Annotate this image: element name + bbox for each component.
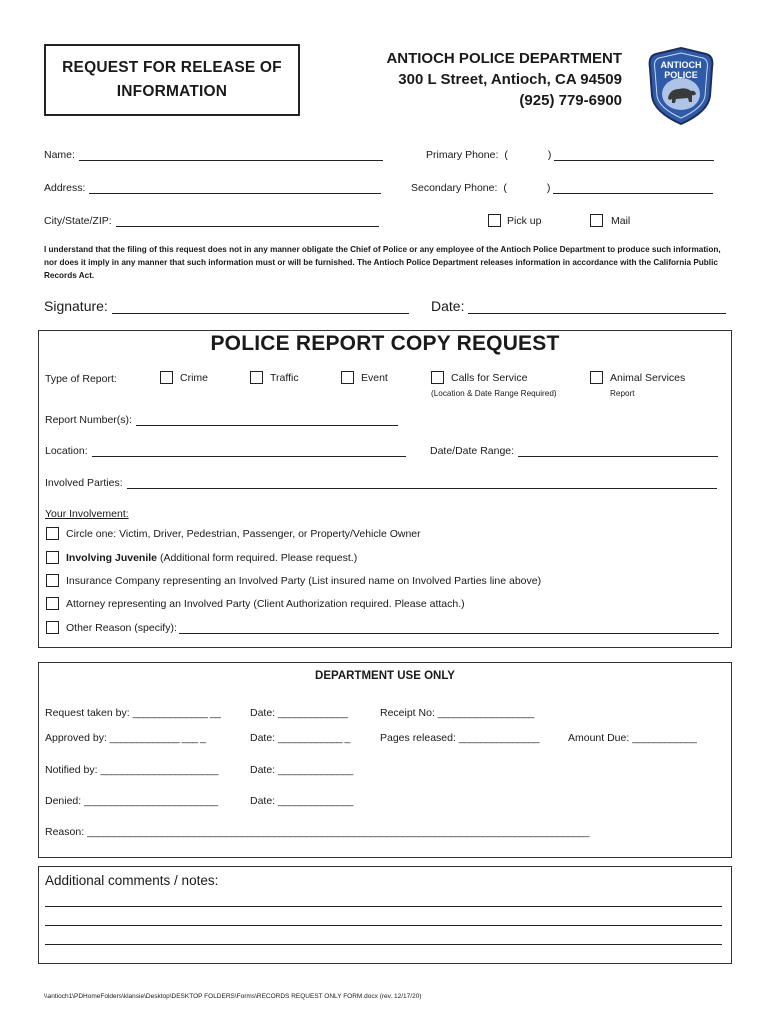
denied-date-row xyxy=(250,795,353,807)
request-date-field[interactable]: _____________ xyxy=(278,707,348,719)
involvement-heading: Your Involvement: xyxy=(45,508,129,520)
notified-date-label: Date: xyxy=(250,764,276,776)
request-taken-row xyxy=(45,707,220,719)
name-label: Name: xyxy=(44,149,75,161)
pickup-checkbox[interactable] xyxy=(488,214,501,227)
pages-row xyxy=(380,732,539,744)
receipt-label: Receipt No: xyxy=(380,707,435,719)
request-date-label: Date: xyxy=(250,707,276,719)
pickup-option[interactable] xyxy=(488,214,541,227)
animal-note: Report xyxy=(610,389,635,398)
denied-row xyxy=(45,795,218,807)
approved-row xyxy=(45,732,205,744)
calls-label: Calls for Service xyxy=(451,371,528,384)
form-title-line2: INFORMATION xyxy=(116,83,228,100)
svg-text:POLICE: POLICE xyxy=(664,70,698,80)
denied-field[interactable]: _________________________ xyxy=(84,795,218,807)
notes-label: Additional comments / notes: xyxy=(45,873,219,888)
attorney-checkbox[interactable] xyxy=(46,597,59,610)
request-taken-label: Request taken by: xyxy=(45,707,130,719)
receipt-field[interactable]: __________________ xyxy=(437,707,534,719)
department-info xyxy=(386,48,622,111)
report-number-label: Report Number(s): xyxy=(45,414,132,426)
approved-field[interactable]: _____________ ___ _ xyxy=(109,732,206,744)
pages-label: Pages released: xyxy=(380,732,456,744)
address-label: Address: xyxy=(44,182,86,194)
form-title-line1: REQUEST FOR RELEASE OF xyxy=(62,59,282,76)
reason-field[interactable]: ______________________________________________________________________________________________ xyxy=(87,826,589,838)
phone-open-paren: ( xyxy=(503,182,507,194)
department-name: ANTIOCH POLICE DEPARTMENT xyxy=(386,50,622,67)
attorney-label: Attorney representing an Involved Party (Client Authorization required. Please attach.) xyxy=(66,597,465,610)
approved-date-row xyxy=(250,732,350,744)
other-reason-field[interactable] xyxy=(179,622,719,634)
calls-note: (Location & Date Range Required) xyxy=(431,389,557,398)
location-row xyxy=(45,445,406,457)
denied-date-label: Date: xyxy=(250,795,276,807)
primary-phone-label: Primary Phone: xyxy=(426,149,499,161)
denied-label: Denied: xyxy=(45,795,82,807)
juvenile-label-rest: (Additional form required. Please request.) xyxy=(157,551,358,564)
notes-line-1[interactable] xyxy=(45,906,722,907)
notified-field[interactable]: ______________________ xyxy=(100,764,218,776)
form-title-box xyxy=(44,44,300,116)
city-state-zip-field[interactable] xyxy=(116,215,379,227)
location-label: Location: xyxy=(45,445,88,457)
crime-checkbox[interactable] xyxy=(160,371,173,384)
involvement-insurance-option[interactable] xyxy=(46,574,541,587)
type-calls-option[interactable] xyxy=(431,371,527,384)
address-field[interactable] xyxy=(89,182,381,194)
location-field[interactable] xyxy=(92,445,406,457)
notified-date-row xyxy=(250,764,353,776)
insurance-label: Insurance Company representing an Involved Party (List insured name on Involved Parties line above) xyxy=(66,574,542,587)
report-number-field[interactable] xyxy=(136,414,398,426)
police-report-heading: POLICE REPORT COPY REQUEST xyxy=(210,332,560,355)
involvement-other-option[interactable] xyxy=(46,621,719,634)
notified-label: Notified by: xyxy=(45,764,98,776)
pages-field[interactable]: _______________ xyxy=(458,732,539,744)
address-row xyxy=(44,182,381,194)
primary-phone-field[interactable] xyxy=(554,149,714,161)
involved-parties-field[interactable] xyxy=(127,477,717,489)
notified-row xyxy=(45,764,218,776)
request-taken-field[interactable]: ______________ __ xyxy=(132,707,221,719)
date-range-label: Date/Date Range: xyxy=(430,445,515,457)
mail-option[interactable] xyxy=(590,214,630,227)
insurance-checkbox[interactable] xyxy=(46,574,59,587)
department-address: 300 L Street, Antioch, CA 94509 xyxy=(398,71,622,88)
other-label: Other Reason (specify): xyxy=(66,621,177,634)
animal-label: Animal Services xyxy=(610,371,686,384)
type-traffic-option[interactable] xyxy=(250,371,299,384)
event-label: Event xyxy=(361,371,388,384)
svg-text:ANTIOCH: ANTIOCH xyxy=(660,60,702,70)
legal-disclaimer: I understand that the filing of this request does not in any manner obligate the Chief of Police or any employee of the Antioch Police Department to produce such information, nor does it imply in any manner that such information must or will be furnished. The Antioch Police Department releases information in accordance with the California Public Records Act. xyxy=(44,245,721,280)
notified-date-field[interactable]: ______________ xyxy=(278,764,353,776)
type-event-option[interactable] xyxy=(341,371,388,384)
involved-parties-row xyxy=(45,477,717,489)
mail-label: Mail xyxy=(611,214,631,227)
type-animal-option[interactable] xyxy=(590,371,685,384)
report-number-row xyxy=(45,414,398,426)
traffic-checkbox[interactable] xyxy=(250,371,263,384)
signature-date-label: Date: xyxy=(431,298,465,314)
circle-label: Circle one: Victim, Driver, Pedestrian, Passenger, or Property/Vehicle Owner xyxy=(66,527,421,540)
signature-label: Signature: xyxy=(44,298,108,314)
animal-checkbox[interactable] xyxy=(590,371,603,384)
juvenile-label-bold: Involving Juvenile xyxy=(66,551,158,564)
amount-row xyxy=(568,732,696,744)
phone-close-paren: ) xyxy=(546,182,551,194)
department-use-heading: DEPARTMENT USE ONLY xyxy=(315,670,455,682)
signature-field[interactable] xyxy=(112,302,409,314)
notes-line-3[interactable] xyxy=(45,944,722,945)
date-range-field[interactable] xyxy=(518,445,718,457)
involvement-attorney-option[interactable] xyxy=(46,597,465,610)
other-checkbox[interactable] xyxy=(46,621,59,634)
report-type-label: Type of Report: xyxy=(45,373,117,385)
signature-date-field[interactable] xyxy=(468,302,726,314)
primary-phone-row xyxy=(426,149,714,161)
event-checkbox[interactable] xyxy=(341,371,354,384)
reason-label: Reason: xyxy=(45,826,85,838)
city-row xyxy=(44,215,379,227)
file-path-footer: \\antioch1\PDHomeFolders\klansie\Desktop\DESKTOP FOLDERS\Forms\RECORDS REQUEST ONLY FORM.docx (rev. 12/17/20) xyxy=(44,993,422,1000)
approved-date-label: Date: xyxy=(250,732,276,744)
type-crime-option[interactable] xyxy=(160,371,208,384)
phone-open-paren: ( xyxy=(504,149,508,161)
secondary-phone-row xyxy=(411,182,713,194)
crime-label: Crime xyxy=(180,371,208,384)
amount-label: Amount Due: xyxy=(568,732,630,744)
phone-close-paren: ) xyxy=(547,149,552,161)
juvenile-checkbox[interactable] xyxy=(46,551,59,564)
signature-date-row xyxy=(431,298,726,314)
name-row xyxy=(44,149,383,161)
pickup-label: Pick up xyxy=(507,214,542,227)
circle-checkbox[interactable] xyxy=(46,527,59,540)
denied-date-field[interactable]: ______________ xyxy=(278,795,353,807)
bear-badge-icon xyxy=(646,46,716,126)
approved-label: Approved by: xyxy=(45,732,107,744)
involved-parties-label: Involved Parties: xyxy=(45,477,123,489)
secondary-phone-field[interactable] xyxy=(553,182,713,194)
reason-row xyxy=(45,826,707,838)
receipt-row xyxy=(380,707,534,719)
city-label: City/State/ZIP: xyxy=(44,215,112,227)
secondary-phone-label: Secondary Phone: xyxy=(411,182,498,194)
calls-checkbox[interactable] xyxy=(431,371,444,384)
approved-date-field[interactable]: ____________ _ xyxy=(278,732,350,744)
signature-row xyxy=(44,298,409,314)
mail-checkbox[interactable] xyxy=(590,214,603,227)
department-phone: (925) 779-6900 xyxy=(519,92,622,109)
traffic-label: Traffic xyxy=(270,371,299,384)
date-range-row xyxy=(430,445,718,457)
amount-field[interactable]: ____________ xyxy=(632,732,697,744)
notes-line-2[interactable] xyxy=(45,925,722,926)
request-date-row xyxy=(250,707,347,719)
involvement-circle-option[interactable] xyxy=(46,527,421,540)
involvement-juvenile-option[interactable] xyxy=(46,551,357,564)
name-field[interactable] xyxy=(79,149,383,161)
